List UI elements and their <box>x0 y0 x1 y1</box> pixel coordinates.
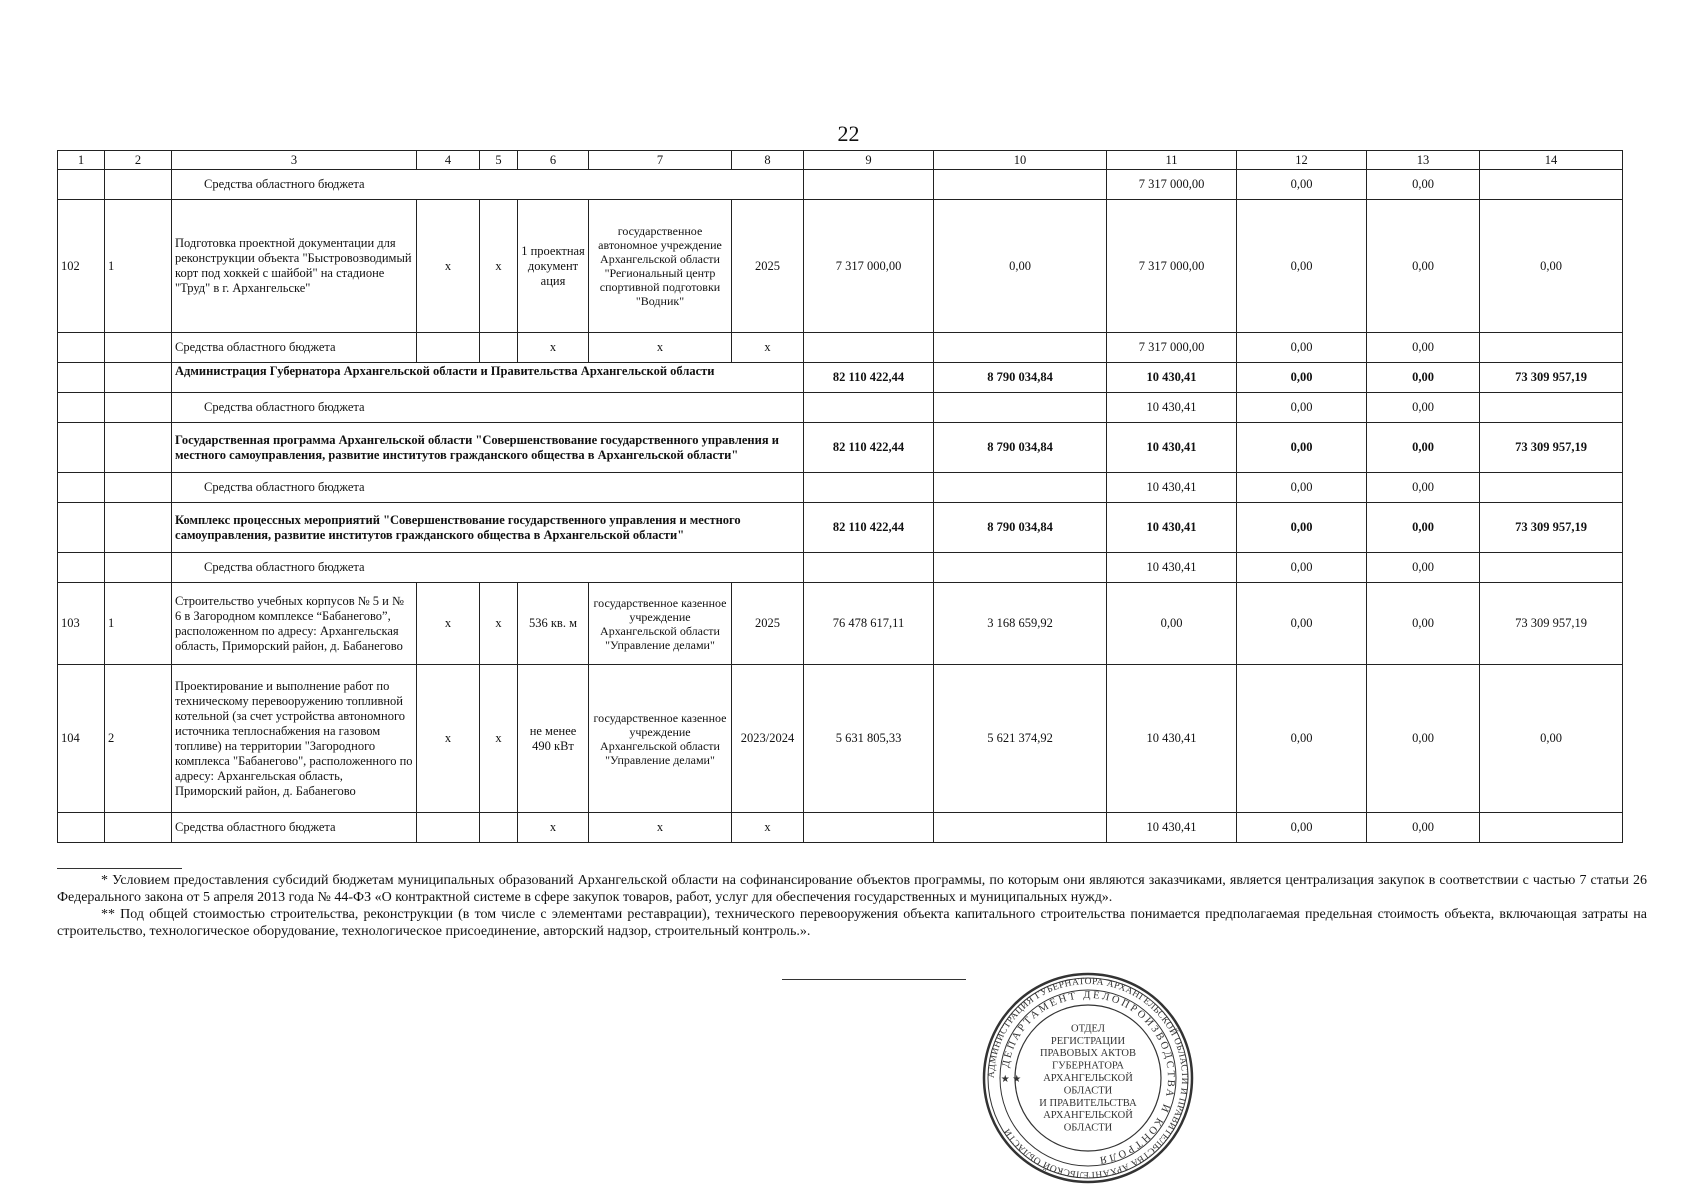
row-number-cell: 104 <box>58 665 105 813</box>
amount-cell: 0,00 <box>1107 583 1237 665</box>
column-number: 11 <box>1107 151 1237 170</box>
cell: х <box>417 583 480 665</box>
object-name-cell: Строительство учебных корпусов № 5 и № 6 в Загородном комплексе “Бабанегово”, расположенном по адресу: Архангельская область, Приморский район, д. Бабанегово <box>172 583 417 665</box>
program-title-cell: Государственная программа Архангельской области "Совершенствование государственного управления и местного самоуправления, развитие институтов гражданского общества в Архангельской области" <box>172 423 804 473</box>
section-title-cell: Администрация Губернатора Архангельской области и Правительства Архангельской области <box>172 363 804 393</box>
amount-cell: 0,00 <box>1367 553 1480 583</box>
year-cell: 2023/2024 <box>732 665 804 813</box>
official-stamp-seal <box>980 970 1196 1186</box>
column-number: 12 <box>1237 151 1367 170</box>
svg-text:АРХАНГЕЛЬСКОЙ: АРХАНГЕЛЬСКОЙ <box>1043 1073 1133 1084</box>
amount-cell: 8 790 034,84 <box>934 363 1107 393</box>
amount-cell: 82 110 422,44 <box>804 363 934 393</box>
footnotes <box>57 872 1647 940</box>
svg-text:РЕГИСТРАЦИИ: РЕГИСТРАЦИИ <box>1050 1035 1126 1047</box>
amount-cell: 73 309 957,19 <box>1480 583 1623 665</box>
svg-text:АРХАНГЕЛЬСКОЙ: АРХАНГЕЛЬСКОЙ <box>1043 1110 1133 1122</box>
table-row <box>58 393 1623 423</box>
capacity-cell: 1 проектная документ ация <box>518 200 589 333</box>
amount-cell: 0,00 <box>1237 393 1367 423</box>
amount-cell: 10 430,41 <box>1107 393 1237 423</box>
cell: х <box>732 813 804 843</box>
cell: х <box>732 333 804 363</box>
amount-cell: 0,00 <box>934 200 1107 333</box>
complex-title-cell: Комплекс процессных мероприятий "Совершенствование государственного управления и местного самоуправления, развитие институтов гражданского общества в Архангельской области" <box>172 503 804 553</box>
amount-cell: 8 790 034,84 <box>934 423 1107 473</box>
page-number: 22 <box>837 121 860 146</box>
table-row <box>58 473 1623 503</box>
column-numbers-row <box>58 151 1623 170</box>
amount-cell: 0,00 <box>1367 503 1480 553</box>
table-row <box>58 363 1623 393</box>
column-number: 5 <box>480 151 518 170</box>
cell: х <box>518 813 589 843</box>
amount-cell: 10 430,41 <box>1107 473 1237 503</box>
cell: х <box>480 583 518 665</box>
year-cell: 2025 <box>732 200 804 333</box>
cell: х <box>589 813 732 843</box>
amount-cell: 10 430,41 <box>1107 503 1237 553</box>
amount-cell: 0,00 <box>1367 200 1480 333</box>
amount-cell: 10 430,41 <box>1107 363 1237 393</box>
svg-text:ОТДЕЛ: ОТДЕЛ <box>1071 1023 1105 1035</box>
cell: х <box>417 665 480 813</box>
footnote: * Условием предоставления субсидий бюджетам муниципальных образований Архангельской области на софинансирование объектов программы, по которым они являются заказчиками, является централизация закупок в соответствии с частью 7 статьи 26 Федерального закона от 5 апреля 2013 года № 44-ФЗ «О контрактной системе в сфере закупок товаров, работ, услуг для обеспечения государственных и муниципальных нужд». <box>57 873 1647 905</box>
amount-cell: 0,00 <box>1367 423 1480 473</box>
table-row <box>58 170 1623 200</box>
amount-cell: 8 790 034,84 <box>934 503 1107 553</box>
customer-cell: государственное автономное учреждение Архангельской области "Региональный центр спортивной подготовки "Водник" <box>589 200 732 333</box>
amount-cell: 0,00 <box>1237 170 1367 200</box>
amount-cell: 73 309 957,19 <box>1480 503 1623 553</box>
amount-cell: 0,00 <box>1237 200 1367 333</box>
funding-source-cell: Средства областного бюджета <box>172 473 804 503</box>
svg-text:И ПРАВИТЕЛЬСТВА: И ПРАВИТЕЛЬСТВА <box>1039 1097 1137 1109</box>
amount-cell: 0,00 <box>1480 665 1623 813</box>
amount-cell: 73 309 957,19 <box>1480 423 1623 473</box>
amount-cell: 76 478 617,11 <box>804 583 934 665</box>
column-number: 10 <box>934 151 1107 170</box>
table-row <box>58 503 1623 553</box>
table-row <box>58 583 1623 665</box>
customer-cell: государственное казенное учреждение Архангельской области "Управление делами" <box>589 583 732 665</box>
column-number: 4 <box>417 151 480 170</box>
amount-cell: 7 317 000,00 <box>804 200 934 333</box>
table-row <box>58 423 1623 473</box>
amount-cell: 0,00 <box>1367 333 1480 363</box>
svg-text:АДМИНИСТРАЦИЯ ГУБЕРНАТОРА АРХА: АДМИНИСТРАЦИЯ ГУБЕРНАТОРА АРХАНГЕЛЬСКОЙ ОБЛАСТИ И ПРАВИТЕЛЬСТВА АРХАНГЕЛЬСКОЙ ОБЛАСТИ <box>986 976 1190 1180</box>
table-row <box>58 813 1623 843</box>
footnote-divider <box>57 868 182 869</box>
amount-cell: 0,00 <box>1237 423 1367 473</box>
amount-cell: 0,00 <box>1237 473 1367 503</box>
sub-number-cell: 1 <box>105 200 172 333</box>
amount-cell: 5 631 805,33 <box>804 665 934 813</box>
amount-cell: 10 430,41 <box>1107 813 1237 843</box>
svg-text:ДЕПАРТАМЕНТ ДЕЛОПРОИЗВОДСТВА И: ДЕПАРТАМЕНТ ДЕЛОПРОИЗВОДСТВА И КОНТРОЛЯ <box>1000 989 1177 1166</box>
svg-text:ГУБЕРНАТОРА: ГУБЕРНАТОРА <box>1052 1060 1124 1072</box>
amount-cell: 0,00 <box>1237 583 1367 665</box>
amount-cell: 0,00 <box>1367 583 1480 665</box>
amount-cell: 7 317 000,00 <box>1107 170 1237 200</box>
row-number-cell: 103 <box>58 583 105 665</box>
amount-cell: 0,00 <box>1237 333 1367 363</box>
customer-cell: государственное казенное учреждение Архангельской области "Управление делами" <box>589 665 732 813</box>
object-name-cell: Подготовка проектной документации для реконструкции объекта "Быстровозводимый корт под хоккей с шайбой" на стадионе "Труд" в г. Архангельске" <box>172 200 417 333</box>
amount-cell: 0,00 <box>1367 170 1480 200</box>
cell: х <box>589 333 732 363</box>
column-number: 9 <box>804 151 934 170</box>
cell: х <box>417 200 480 333</box>
amount-cell: 5 621 374,92 <box>934 665 1107 813</box>
cell: х <box>480 665 518 813</box>
year-cell: 2025 <box>732 583 804 665</box>
footnote: ** Под общей стоимостью строительства, реконструкции (в том числе с элементами реставрации), технического перевооружения объекта капитального строительства понимается предполагаемая предельная стоимость объекта, включающая затраты на строительство, технологическое оборудование, технологическое присоединение, авторский надзор, строительный контроль.». <box>57 907 1647 939</box>
column-number: 8 <box>732 151 804 170</box>
amount-cell: 0,00 <box>1367 665 1480 813</box>
table-row <box>58 333 1623 363</box>
column-number: 2 <box>105 151 172 170</box>
svg-text:ПРАВОВЫХ АКТОВ: ПРАВОВЫХ АКТОВ <box>1039 1048 1137 1060</box>
amount-cell: 7 317 000,00 <box>1107 200 1237 333</box>
svg-text:ОБЛАСТИ: ОБЛАСТИ <box>1063 1122 1113 1134</box>
amount-cell: 0,00 <box>1367 393 1480 423</box>
amount-cell: 0,00 <box>1237 813 1367 843</box>
column-number: 7 <box>589 151 732 170</box>
table-row <box>58 553 1623 583</box>
amount-cell: 0,00 <box>1367 363 1480 393</box>
amount-cell: 0,00 <box>1237 553 1367 583</box>
cell: х <box>480 200 518 333</box>
budget-table <box>57 150 1623 843</box>
sub-number-cell: 1 <box>105 583 172 665</box>
sub-number-cell: 2 <box>105 665 172 813</box>
funding-source-cell: Средства областного бюджета <box>172 813 417 843</box>
funding-source-cell: Средства областного бюджета <box>172 393 804 423</box>
column-number: 3 <box>172 151 417 170</box>
table-row <box>58 200 1623 333</box>
amount-cell: 3 168 659,92 <box>934 583 1107 665</box>
amount-cell: 0,00 <box>1480 200 1623 333</box>
amount-cell: 10 430,41 <box>1107 423 1237 473</box>
funding-source-cell: Средства областного бюджета <box>172 170 804 200</box>
amount-cell: 10 430,41 <box>1107 665 1237 813</box>
amount-cell: 73 309 957,19 <box>1480 363 1623 393</box>
amount-cell: 0,00 <box>1367 813 1480 843</box>
object-name-cell: Проектирование и выполнение работ по техническому перевооружению топливной котельной (за счет устройства автономного источника теплоснабжения на газовом топливе) на территории "Загородного комплекса "Бабанегово", расположенного по адресу: Архангельская область, Приморский район, д. Бабанегово <box>172 665 417 813</box>
amount-cell: 0,00 <box>1237 363 1367 393</box>
end-divider <box>782 979 966 980</box>
column-number: 1 <box>58 151 105 170</box>
amount-cell: 82 110 422,44 <box>804 423 934 473</box>
table-row <box>58 665 1623 813</box>
row-number-cell: 102 <box>58 200 105 333</box>
column-number: 6 <box>518 151 589 170</box>
svg-text:★ ★: ★ ★ <box>1000 1074 1022 1085</box>
column-number: 13 <box>1367 151 1480 170</box>
column-number: 14 <box>1480 151 1623 170</box>
svg-text:ОБЛАСТИ: ОБЛАСТИ <box>1063 1085 1113 1097</box>
amount-cell: 0,00 <box>1237 503 1367 553</box>
amount-cell: 82 110 422,44 <box>804 503 934 553</box>
funding-source-cell: Средства областного бюджета <box>172 333 417 363</box>
amount-cell: 10 430,41 <box>1107 553 1237 583</box>
capacity-cell: не менее 490 кВт <box>518 665 589 813</box>
amount-cell: 0,00 <box>1367 473 1480 503</box>
funding-source-cell: Средства областного бюджета <box>172 553 804 583</box>
amount-cell: 7 317 000,00 <box>1107 333 1237 363</box>
capacity-cell: 536 кв. м <box>518 583 589 665</box>
cell: х <box>518 333 589 363</box>
amount-cell: 0,00 <box>1237 665 1367 813</box>
